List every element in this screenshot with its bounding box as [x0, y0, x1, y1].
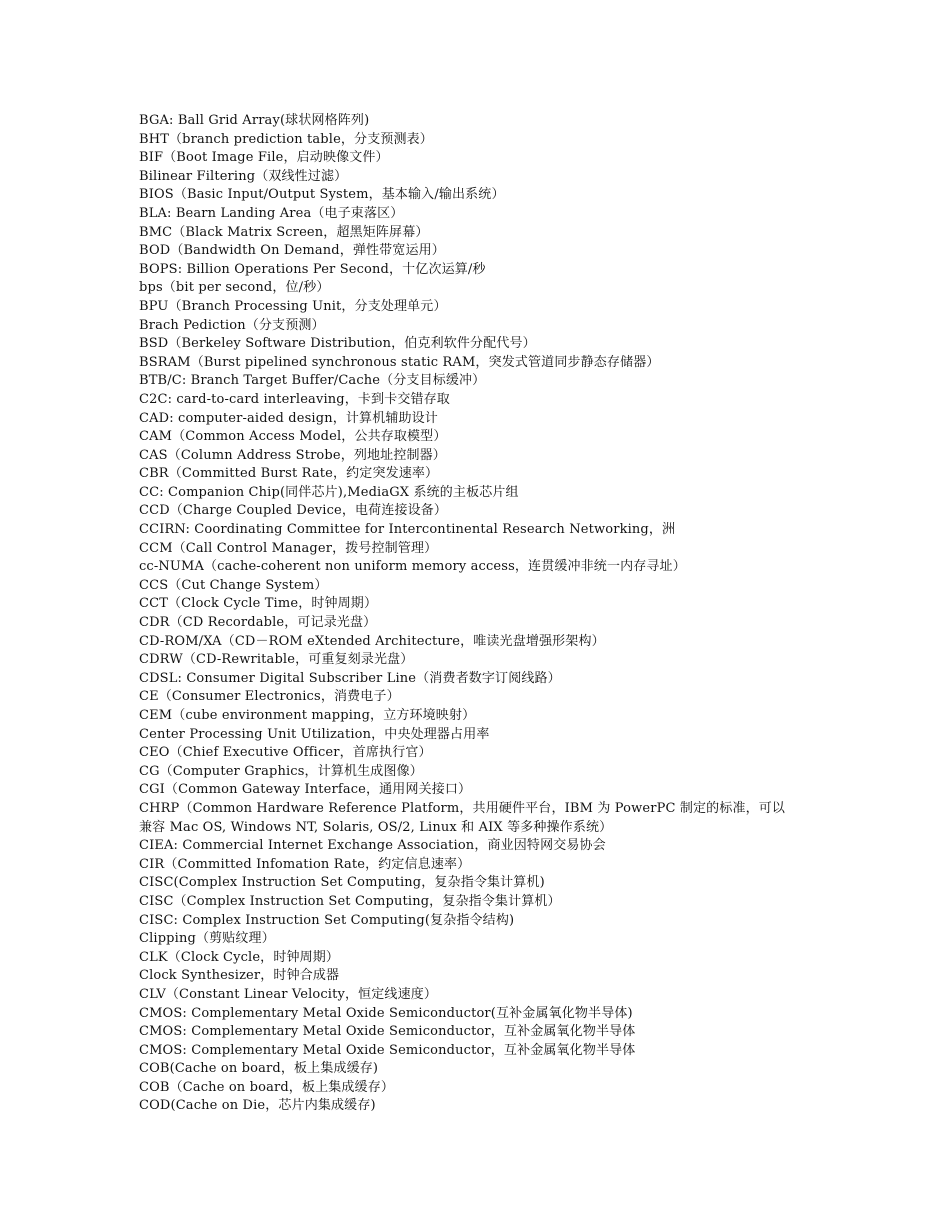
glossary-entry: CG（Computer Graphics，计算机生成图像） — [139, 763, 423, 779]
glossary-entry: BGA: Ball Grid Array(球状网格阵列) — [139, 113, 370, 128]
glossary-entry: BSD（Berkeley Software Distribution，伯克利软件分配代号） — [139, 336, 536, 352]
glossary-list — [139, 112, 839, 1116]
glossary-entry: CD-ROM/XA（CD－ROM eXtended Architecture，唯读光盘增强形架构） — [139, 633, 605, 649]
glossary-entry: Brach Pediction（分支预测） — [139, 317, 325, 333]
glossary-entry: 兼容 Mac OS, Windows NT, Solaris, OS/2, Linux 和 AIX 等多种操作系统） — [139, 819, 613, 835]
glossary-entry: CMOS: Complementary Metal Oxide Semiconductor，互补金属氧化物半导体 — [139, 1042, 636, 1058]
glossary-entry: CEM（cube environment mapping，立方环境映射） — [139, 708, 476, 723]
glossary-entry: BHT（branch prediction table，分支预测表） — [139, 131, 433, 147]
glossary-entry: CIR（Committed Infomation Rate，约定信息速率） — [139, 856, 471, 872]
glossary-entry: BOPS: Billion Operations Per Second，十亿次运算/秒 — [139, 261, 486, 277]
glossary-entry: CMOS: Complementary Metal Oxide Semiconductor，互补金属氧化物半导体 — [139, 1024, 636, 1040]
glossary-entry: CAM（Common Access Model，公共存取模型） — [139, 429, 447, 445]
glossary-entry: CDR（CD Recordable，可记录光盘） — [139, 615, 377, 631]
glossary-entry: CISC: Complex Instruction Set Computing(复杂指令结构) — [139, 912, 515, 928]
glossary-entry: CHRP（Common Hardware Reference Platform，共用硬件平台，IBM 为 PowerPC 制定的标准，可以 — [139, 800, 786, 816]
glossary-entry: bps（bit per second，位/秒） — [139, 280, 330, 296]
glossary-entry: CDRW（CD-Rewritable，可重复刻录光盘） — [139, 652, 414, 668]
glossary-entry: Clipping（剪贴纹理） — [139, 931, 275, 947]
glossary-entry: CDSL: Consumer Digital Subscriber Line（消费者数字订阅线路） — [139, 670, 561, 686]
glossary-entry: COB(Cache on board，板上集成缓存) — [139, 1061, 379, 1077]
glossary-entry: BSRAM（Burst pipelined synchronous static RAM，突发式管道同步静态存储器） — [139, 354, 660, 370]
glossary-entry: CCD（Charge Coupled Device，电荷连接设备） — [139, 503, 448, 519]
glossary-entry: COD(Cache on Die，芯片内集成缓存) — [139, 1098, 376, 1114]
glossary-entry: CCS（Cut Change System） — [139, 577, 328, 593]
glossary-entry: BTB/C: Branch Target Buffer/Cache（分支目标缓冲） — [139, 373, 486, 389]
glossary-entry: CCIRN: Coordinating Committee for Intercontinental Research Networking，洲 — [139, 522, 676, 538]
glossary-entry: Clock Synthesizer，时钟合成器 — [139, 968, 340, 984]
glossary-entry: CIEA: Commercial Internet Exchange Association，商业因特网交易协会 — [139, 838, 606, 854]
glossary-entry: CE（Consumer Electronics，消费电子） — [139, 689, 400, 705]
glossary-entry: CEO（Chief Executive Officer，首席执行官） — [139, 745, 432, 761]
glossary-entry: CBR（Committed Burst Rate，约定突发速率） — [139, 466, 439, 482]
glossary-entry: CISC（Complex Instruction Set Computing，复杂指令集计算机） — [139, 893, 561, 909]
glossary-entry: Center Processing Unit Utilization，中央处理器占用率 — [139, 726, 490, 742]
glossary-entry: BLA: Bearn Landing Area（电子束落区） — [139, 205, 404, 221]
glossary-entry: BIOS（Basic Input/Output System，基本输入/输出系统） — [139, 187, 505, 203]
glossary-entry: CISC(Complex Instruction Set Computing，复杂指令集计算机) — [139, 875, 545, 891]
glossary-entry: BMC（Black Matrix Screen，超黑矩阵屏幕） — [139, 224, 429, 240]
glossary-entry: Bilinear Filtering（双线性过滤） — [139, 168, 348, 184]
glossary-entry: CLV（Constant Linear Velocity，恒定线速度） — [139, 986, 438, 1002]
glossary-entry: BPU（Branch Processing Unit，分支处理单元） — [139, 298, 447, 314]
glossary-entry: CMOS: Complementary Metal Oxide Semiconductor(互补金属氧化物半导体) — [139, 1005, 633, 1021]
glossary-entry: CLK（Clock Cycle，时钟周期） — [139, 949, 340, 965]
glossary-entry: CC: Companion Chip(同伴芯片),MediaGX 系统的主板芯片组 — [139, 484, 519, 500]
glossary-entry: cc-NUMA（cache-coherent non uniform memory access，连贯缓冲非统一内存寻址） — [139, 559, 686, 575]
glossary-entry: BIF（Boot Image File，启动映像文件） — [139, 150, 389, 166]
glossary-entry: C2C: card-to-card interleaving，卡到卡交错存取 — [139, 391, 450, 407]
glossary-entry: CCT（Clock Cycle Time，时钟周期） — [139, 596, 378, 612]
glossary-entry: CGI（Common Gateway Interface，通用网关接口） — [139, 782, 472, 798]
glossary-entry: BOD（Bandwidth On Demand，弹性带宽运用） — [139, 243, 445, 259]
glossary-entry: COB（Cache on board，板上集成缓存） — [139, 1079, 395, 1095]
glossary-entry: CAD: computer-aided design，计算机辅助设计 — [139, 410, 438, 426]
glossary-entry: CAS（Column Address Strobe，列地址控制器） — [139, 447, 446, 463]
glossary-entry: CCM（Call Control Manager，拨号控制管理） — [139, 540, 438, 556]
